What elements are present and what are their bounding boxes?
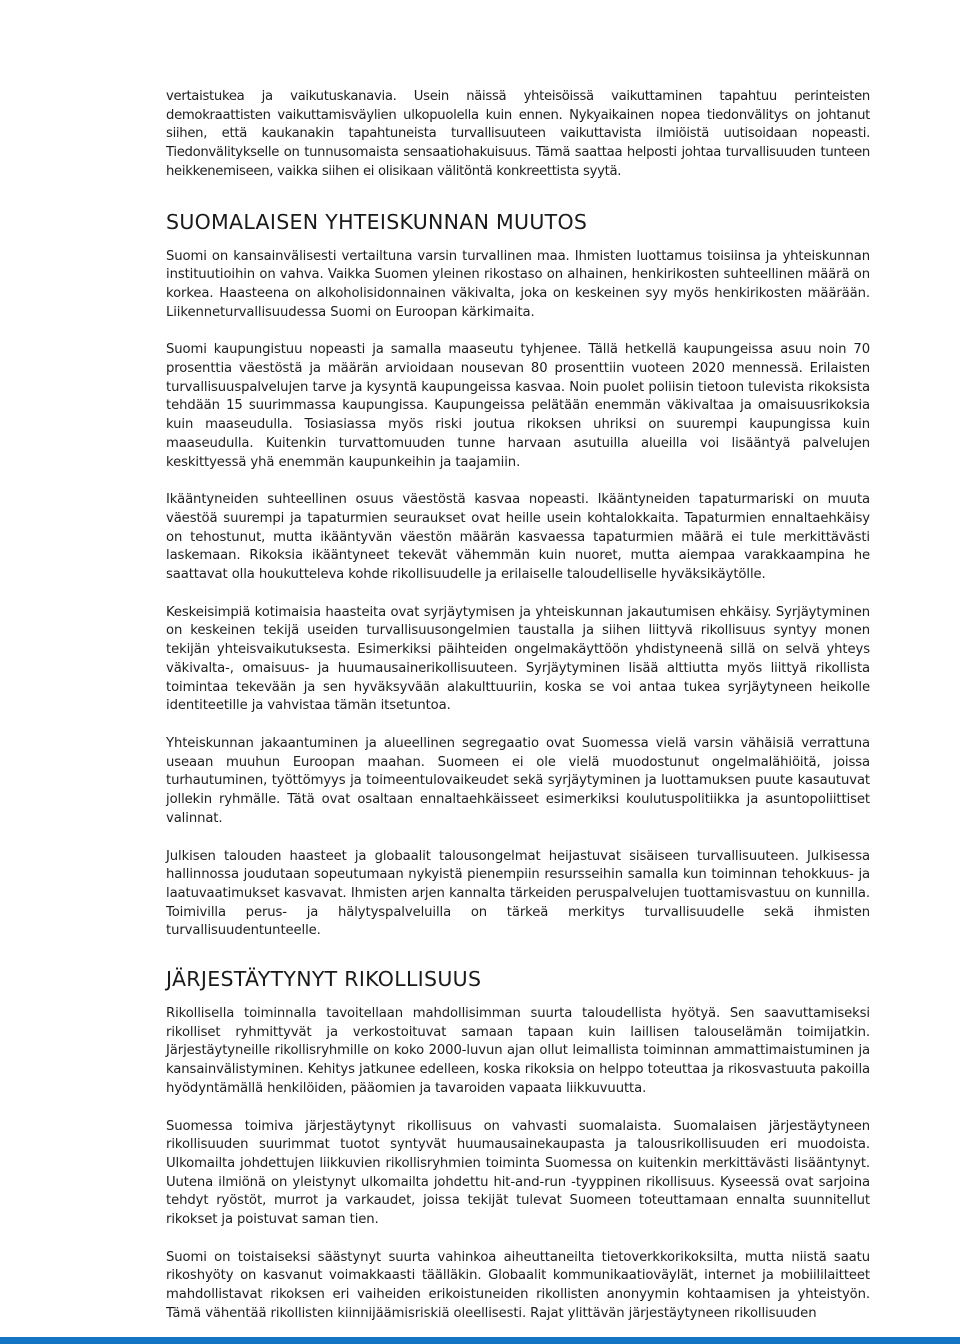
section-heading-suomalaisen-yhteiskunnan-muutos: SUOMALAISEN YHTEISKUNNAN MUUTOS bbox=[166, 209, 588, 234]
section-heading-jarjestaytynyt-rikollisuus: JÄRJESTÄYTYNYT RIKOLLISUUS bbox=[166, 967, 482, 992]
body-paragraph: Julkisen talouden haasteet ja globaalit talousongelmat heijastuvat sisäiseen turvallisuuteen. Julkisessa hallinnossa joudutaan sopeutumaan nykyistä pienempiin resursseihin samalla kun toiminnan tehokkuus- ja laatuvaatimukset kasvavat. Ihmisten arjen kannalta tärkeiden peruspalvelujen tuottamisvastuu on kunnilla. Toimivilla perus- ja hälytyspalveluilla on tärkeä merkitys turvallisuudelle sekä ihmisten turvallisuudentunteelle. bbox=[166, 848, 870, 939]
body-paragraph: Rikollisella toiminnalla tavoitellaan mahdollisimman suurta taloudellista hyötyä. Sen saavuttamiseksi rikolliset ryhmittyvät ja verkostoituvat samaan tapaan kuin laillisen talouselämän toimijatkin. Järjestäytyneille rikollisryhmille on koko 2000-luvun ajan ollut leimallista toiminnan ammattimaistuminen ja kansainvälistyminen. Kehitys jatkunee edelleen, koska rikoksia on helppo toteuttaa ja rikosvastuuta pakoilla hyödyntämällä henkilöiden, pääomien ja tavaroiden vapaata liikkuvuutta. bbox=[166, 1006, 870, 1096]
body-paragraph: Ikääntyneiden suhteellinen osuus väestöstä kasvaa nopeasti. Ikääntyneiden tapaturmariski on muuta väestöä suurempi ja tapaturmien seuraukset ovat heille usein kohtalokkaita. Tapaturmien ennaltaehkäisy on tehostunut, mutta ikääntyvän väestön määrän kasvaessa tapaturmien määrä ei tule merkittävästi laskemaan. Rikoksia ikääntyneet tekevät vähemmän kuin nuoret, mutta aiempaa varakkaampina he saattavat olla houkutteleva kohde rikollisuudelle ja erilaiselle taloudelliselle hyväksikäytölle. bbox=[166, 492, 870, 583]
body-paragraph: Suomi on kansainvälisesti vertailtuna varsin turvallinen maa. Ihmisten luottamus toisiinsa ja yhteiskunnan instituutioihin on vahva. Vaikka Suomen yleinen rikostaso on alhainen, henkirikosten suhteellinen määrä on korkea. Haasteena on alkoholisidonnainen väkivalta, joka on keskeinen syy myös henkirikosten määrään. Liikenneturvallisuudessa Suomi on Euroopan kärkimaita. bbox=[166, 248, 870, 320]
body-paragraph: Suomi kaupungistuu nopeasti ja samalla maaseutu tyhjenee. Tällä hetkellä kaupungeissa asuu noin 70 prosenttia väestöstä ja määrän arvioidaan nousevan 80 prosenttiin vuoteen 2020 mennessä. Erilaisten turvallisuuspalvelujen tarve ja kysyntä kaupungeissa kasvaa. Noin puolet poliisin tietoon tulevista rikoksista tehdään 15 suurimmassa kaupungissa. Kaupungeissa pelätään enemmän väkivaltaa ja omaisuusrikoksia kuin maaseudulla. Tosiasiassa myös riski joutua rikoksen uhriksi on suurempi kaupungissa kuin maaseudulla. Kuitenkin turvattomuuden tunne harvaan asutuilla alueilla voi lisääntyä palvelujen keskittyessä yhä enemmän kaupunkeihin ja taajamiin. bbox=[166, 342, 870, 470]
page-content bbox=[166, 88, 870, 1324]
body-paragraph: Suomi on toistaiseksi säästynyt suurta vahinkoa aiheuttaneilta tietoverkkorikoksilta, mutta niistä saatu rikoshyöty on kasvanut voimakkaasti täälläkin. Globaalit kommunikaatioväylät, internet ja mobiililaitteet mahdollistavat rikoksen eri vaiheiden erikoistuneiden rikollisten anonyymin kohtaamisen ja yhteistyön. Tämä vähentää rikollisten kiinnijäämisriskiä oleellisesti. Rajat ylittävän järjestäytyneen rikollisuuden bbox=[166, 1249, 870, 1321]
body-paragraph: Yhteiskunnan jakaantuminen ja alueellinen segregaatio ovat Suomessa vielä varsin vähäisiä verrattuna useaan muuhun Euroopan maahan. Suomeen ei ole vielä muodostunut ongelmalähiöitä, joissa turhautuminen, työttömyys ja toimeentulovaikeudet sekä syrjäytyminen ja luottamuksen puute kasautuvat jollekin ryhmälle. Tätä ovat osaltaan ennaltaehkäisseet esimerkiksi koulutuspolitiikka ja asuntopoliittiset valinnat. bbox=[166, 735, 870, 826]
body-paragraph: Keskeisimpiä kotimaisia haasteita ovat syrjäytymisen ja yhteiskunnan jakautumisen ehkäisy. Syrjäytyminen on keskeinen tekijä useiden turvallisuusongelmien taustalla ja siihen liittyvä rikollisuus syntyy monen tekijän yhteisvaikutuksesta. Esimerkiksi päihteiden ongelmakäyttöön yhdistyneenä sillä on selvä yhteys väkivalta-, omaisuus- ja huumausainerikollisuuteen. Syrjäytyminen lisää alttiutta myös liittyä rikollista toimintaa tekevään ja sen hyväksyvään alakulttuuriin, koska se voi antaa tukea syrjäytyneen heikolle identiteetille ja vahvistaa tämän itsetuntoa. bbox=[166, 604, 870, 714]
footer-accent-bar bbox=[0, 1337, 960, 1344]
body-paragraph: Suomessa toimiva järjestäytynyt rikollisuus on vahvasti suomalaista. Suomalaisen järjestäytyneen rikollisuuden suurimmat tuotot syntyvät huumausainekaupasta ja talousrikollisuuden eri muodoista. Ulkomailta johdettujen liikkuvien rikollisryhmien toiminta Suomessa on kuitenkin merkittävästi lisääntynyt. Uutena ilmiönä on yleistynyt ulkomailta johdettu hit-and-run -tyyppinen rikollisuus. Kyseessä ovat sarjoina tehdyt ryöstöt, murrot ja varkaudet, joissa tekijät tulevat Suomeen toteuttamaan ennalta suunnitellut rikokset ja poistuvat saman tien. bbox=[166, 1118, 870, 1228]
intro-paragraph: vertaistukea ja vaikutuskanavia. Usein näissä yhteisöissä vaikuttaminen tapahtuu perinteisten demokraattisten vaikuttamisväylien ulkopuolella kuin ennen. Nykyaikainen nopea tiedonvälitys on johtanut siihen, että kaukanakin tapahtuneista turvallisuuteen vaikuttavista ilmiöistä uutisoidaan nopeasti. Tiedonvälitykselle on tunnusomaista sensaatiohakuisuus. Tämä saattaa helposti johtaa turvallisuuden tunteen heikkenemiseen, vaikka siihen ei olisikaan välitöntä konkreettista syytä. bbox=[166, 89, 870, 179]
